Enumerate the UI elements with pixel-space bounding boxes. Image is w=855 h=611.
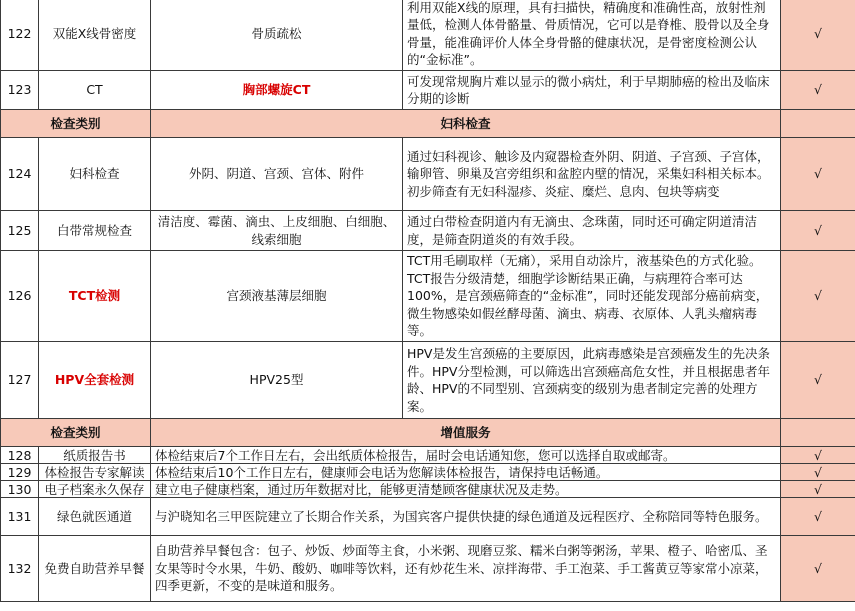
section-header-value-added [1,419,855,447]
included-check: √ [781,71,855,110]
row-number: 122 [1,0,39,71]
included-check: √ [781,211,855,251]
included-check: √ [781,447,855,464]
service-name: 纸质报告书 [39,447,151,464]
table-row [1,138,855,211]
service-name: 绿色就医通道 [39,498,151,536]
exam-name: 妇科检查 [39,138,151,211]
section-check-cell [781,110,855,138]
section-header-gynecology [1,110,855,138]
table-row [1,0,855,71]
exam-description: 通过妇科视诊、触诊及内窥器检查外阴、阴道、子宫颈、子宫体，输卵管、卵巢及宫旁组织和盆腔内壁的情况，采集妇科相关标本。初步筛查有无妇科湿疹、炎症、糜烂、息肉、包块等病变 [403,138,781,211]
row-number: 126 [1,251,39,342]
row-number: 127 [1,342,39,419]
included-check: √ [781,498,855,536]
row-number: 123 [1,71,39,110]
row-number: 130 [1,481,39,498]
exam-item: 胸部螺旋CT [151,71,403,110]
exam-name: CT [39,71,151,110]
service-description: 建立电子健康档案，通过历年数据对比，能够更清楚顾客健康状况及走势。 [151,481,781,498]
exam-description: 通过白带检查阴道内有无滴虫、念珠菌，同时还可确定阴道清洁度，是筛查阴道炎的有效手段。 [403,211,781,251]
section-category-label: 检查类别 [1,419,151,447]
included-check: √ [781,138,855,211]
exam-item: HPV25型 [151,342,403,419]
included-check: √ [781,464,855,481]
table-row [1,211,855,251]
section-title: 妇科检查 [151,110,781,138]
table-row [1,447,855,464]
table-row [1,71,855,110]
exam-item: 清洁度、霉菌、滴虫、上皮细胞、白细胞、线索细胞 [151,211,403,251]
included-check: √ [781,251,855,342]
included-check: √ [781,481,855,498]
included-check: √ [781,536,855,602]
section-check-cell [781,419,855,447]
service-name: 免费自助营养早餐 [39,536,151,602]
table-row [1,498,855,536]
row-number: 129 [1,464,39,481]
exam-description: HPV是发生宫颈癌的主要原因，此病毒感染是宫颈癌发生的先决条件。HPV分型检测，可以筛选出宫颈癌高危女性，并且根据患者年龄、HPV的不同型别、宫颈病变的级别为患者制定完善的处理方案。 [403,342,781,419]
exam-description: 利用双能X线的原理，具有扫描快，精确度和准确性高，放射性剂量低，检测人体骨骼量、骨质情况，它可以是脊椎、股骨以及全身骨量，能准确评价人体全身骨骼的健康状况，是骨密度检测公认的“金标准”。 [403,0,781,71]
service-description: 与沪晓知名三甲医院建立了长期合作关系，为国宾客户提供快捷的绿色通道及远程医疗、全称陪同等特色服务。 [151,498,781,536]
service-description: 体检结束后7个工作日左右，会出纸质体检报告，届时会电话通知您，您可以选择自取或邮寄。 [151,447,781,464]
exam-item: 外阴、阴道、宫颈、宫体、附件 [151,138,403,211]
exam-name: 白带常规检查 [39,211,151,251]
service-description: 自助营养早餐包含：包子、炒饭、炒面等主食，小米粥、现磨豆浆、糯米白粥等粥汤，苹果、橙子、哈密瓜、圣女果等时令水果，牛奶、酸奶、咖啡等饮料，还有炒花生米、凉拌海带、手工泡菜、手工酱黄豆等家常小凉菜，四季更新，不变的是味道和服务。 [151,536,781,602]
table-row [1,251,855,342]
exam-description: TCT用毛刷取样（无痛），采用自动涂片，液基染色的方式化验。TCT报告分级清楚，细胞学诊断结果正确，与病理符合率可达100%，是宫颈癌筛查的“金标准”，同时还能发现部分癌前病变，微生物感染如假丝酵母菌、滴虫、病毒、衣原体、人乳头瘤病毒等。 [403,251,781,342]
table-row [1,342,855,419]
service-name: 电子档案永久保存 [39,481,151,498]
section-category-label: 检查类别 [1,110,151,138]
row-number: 132 [1,536,39,602]
row-number: 128 [1,447,39,464]
exam-item: 宫颈液基薄层细胞 [151,251,403,342]
table-row [1,481,855,498]
service-description: 体检结束后10个工作日左右，健康师会电话为您解读体检报告，请保持电话畅通。 [151,464,781,481]
row-number: 124 [1,138,39,211]
exam-name: HPV全套检测 [39,342,151,419]
table-row [1,464,855,481]
exam-name: 双能X线骨密度 [39,0,151,71]
included-check: √ [781,342,855,419]
row-number: 131 [1,498,39,536]
included-check: √ [781,0,855,71]
section-title: 增值服务 [151,419,781,447]
row-number: 125 [1,211,39,251]
exam-description: 可发现常规胸片难以显示的微小病灶，利于早期肺癌的检出及临床分期的诊断 [403,71,781,110]
exam-name: TCT检测 [39,251,151,342]
service-name: 体检报告专家解读 [39,464,151,481]
table-row [1,536,855,602]
exam-item: 骨质疏松 [151,0,403,71]
